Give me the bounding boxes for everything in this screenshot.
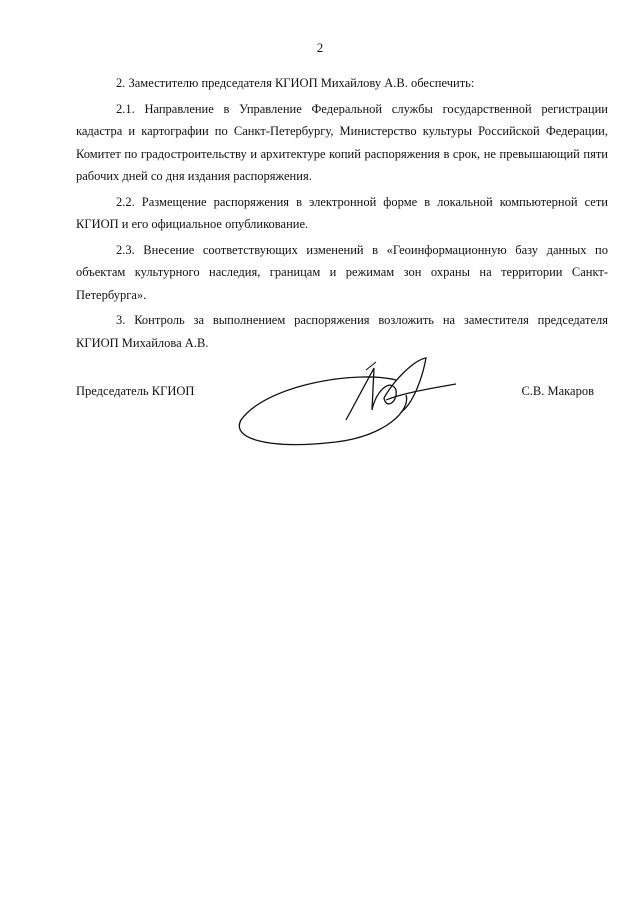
paragraph-3: 3. Контроль за выполнением распоряжения возложить на заместителя председателя КГИОП Михайлова А.В. [76, 313, 608, 350]
paragraph-2-3: 2.3. Внесение соответствующих изменений в «Геоинформационную базу данных по объектам культурного наследия, границам и режимам зон охраны на территории Санкт-Петербурга». [76, 242, 608, 302]
signature-block [76, 378, 608, 468]
paragraph-2: 2. Заместителю председателя КГИОП Михайлову А.В. обеспечить: [116, 76, 475, 90]
paragraph-2-1: 2.1. Направление в Управление Федеральной службы государственной регистрации кадастра и картографии по Санкт-Петербургу, Министерство культуры Российской Федерации, Комитет по градостроительству и архитектуре копий распоряжения в срок, не превышающий пяти рабочих дней со дня издания распоряжения. [76, 101, 608, 183]
signatory-name: С.В. Макаров [521, 384, 594, 398]
handwritten-signature [226, 350, 476, 460]
document-body [76, 72, 608, 357]
paragraph-2-2: 2.2. Размещение распоряжения в электронной форме в локальной компьютерной сети КГИОП и его официальное опубликование. [76, 194, 608, 231]
page-number: 2 [316, 40, 324, 55]
signatory-position: Председатель КГИОП [76, 384, 195, 398]
